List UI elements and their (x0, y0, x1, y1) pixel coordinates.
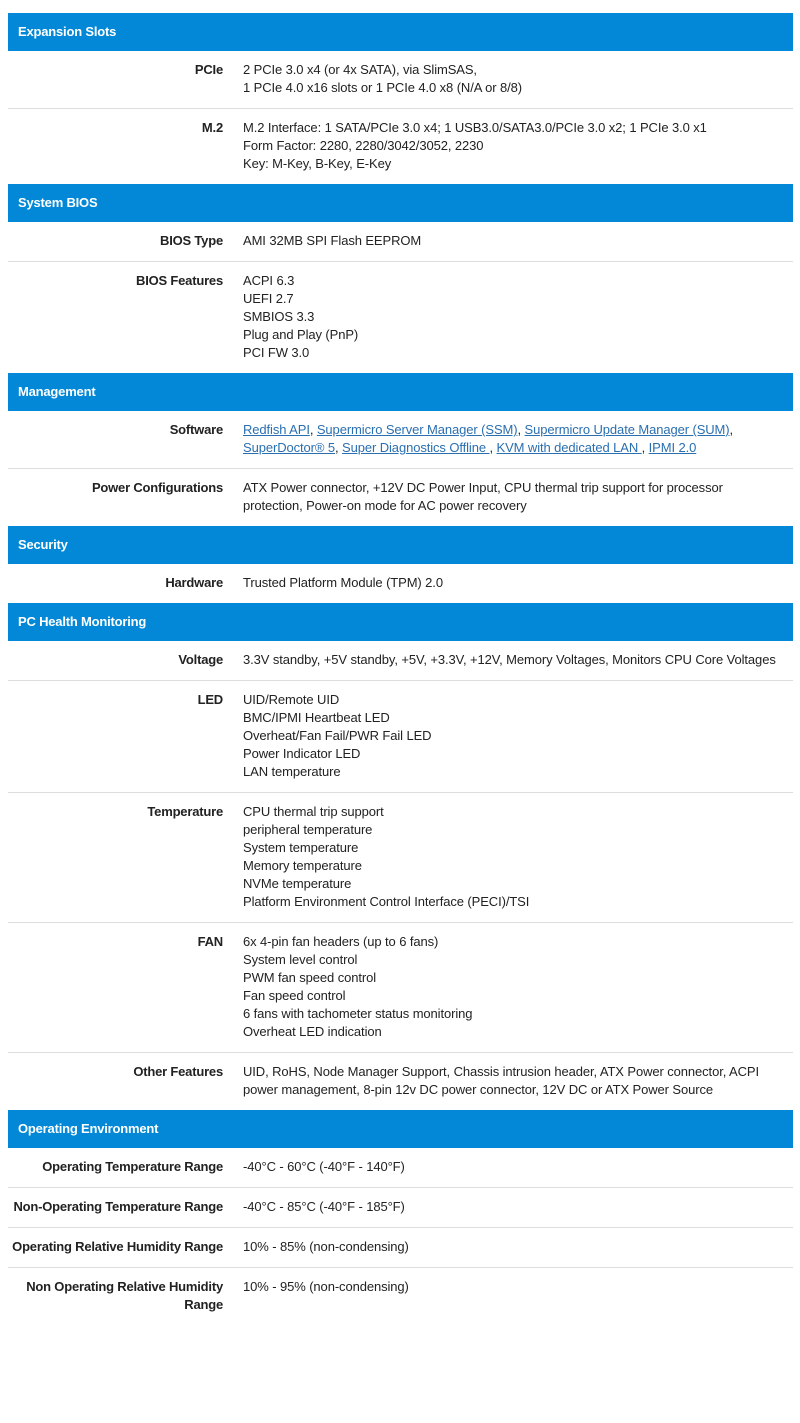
spec-value: Redfish API, Supermicro Server Manager (SSM), Supermicro Update Manager (SUM), SuperDoctor® 5, Super Diagnostics Offline , KVM with dedicated LAN , IPMI 2.0 (243, 422, 734, 455)
link-redfish-api[interactable]: Redfish API (243, 422, 310, 437)
spec-row-software (8, 411, 793, 469)
spec-row-bios-type (8, 222, 793, 262)
spec-row-m-2 (8, 109, 793, 184)
spec-value-line: -40°C - 85°C (-40°F - 185°F) (243, 1199, 405, 1214)
spec-label: BIOS Type (160, 233, 223, 248)
section-header: Operating Environment (8, 1110, 793, 1148)
spec-label: Temperature (147, 804, 223, 819)
spec-value-line: peripheral temperature (243, 822, 373, 837)
link-supermicro-server-manager-ssm[interactable]: Supermicro Server Manager (SSM) (316, 422, 518, 437)
spec-value (233, 469, 793, 526)
spec-value-line: Memory temperature (243, 858, 362, 873)
spec-row-operating-temperature-range (8, 1148, 793, 1188)
link-supermicro-update-manager-sum[interactable]: Supermicro Update Manager (SUM) (524, 422, 730, 437)
spec-value (233, 1148, 793, 1187)
section-header: Management (8, 373, 793, 411)
spec-label: Operating Temperature Range (42, 1159, 223, 1174)
spec-value-line: PCI FW 3.0 (243, 345, 310, 360)
spec-row-led (8, 681, 793, 793)
link-kvm-with-dedicated-lan[interactable]: KVM with dedicated LAN (496, 440, 642, 455)
spec-label: FAN (197, 934, 223, 949)
spec-value (233, 641, 793, 680)
spec-value-line: UEFI 2.7 (243, 291, 294, 306)
spec-value (233, 793, 793, 922)
spec-value-line: NVMe temperature (243, 876, 352, 891)
spec-value (233, 1053, 793, 1110)
spec-value-line: 2 PCIe 3.0 x4 (or 4x SATA), via SlimSAS, (243, 62, 477, 77)
section-operating-environment (8, 1110, 793, 1325)
spec-value-line: Overheat LED indication (243, 1024, 382, 1039)
spec-value (233, 262, 793, 373)
spec-value-line: 10% - 95% (non-condensing) (243, 1279, 409, 1294)
spec-value-line: Platform Environment Control Interface (PECI)/TSI (243, 894, 530, 909)
section-header: System BIOS (8, 184, 793, 222)
spec-label: PCIe (194, 62, 223, 77)
spec-row-fan (8, 923, 793, 1053)
spec-label: BIOS Features (136, 273, 223, 288)
section-security (8, 526, 793, 603)
section-header: Security (8, 526, 793, 564)
spec-value-line: Trusted Platform Module (TPM) 2.0 (243, 575, 443, 590)
spec-value-line: Fan speed control (243, 988, 346, 1003)
spec-value-line: CPU thermal trip support (243, 804, 384, 819)
spec-value (233, 681, 793, 792)
spec-row-bios-features (8, 262, 793, 373)
spec-value-line: Overheat/Fan Fail/PWR Fail LED (243, 728, 432, 743)
spec-value-line: 6x 4-pin fan headers (up to 6 fans) (243, 934, 439, 949)
spec-value-line: UID, RoHS, Node Manager Support, Chassis intrusion header, ATX Power connector, ACPI power management, 8-pin 12v DC power connector, 12V DC or ATX Power Source (243, 1064, 759, 1097)
spec-label: Software (169, 422, 223, 437)
section-header: PC Health Monitoring (8, 603, 793, 641)
spec-label: Hardware (165, 575, 223, 590)
spec-value (233, 1228, 793, 1267)
spec-value-line: Form Factor: 2280, 2280/3042/3052, 2230 (243, 138, 484, 153)
spec-value-line: UID/Remote UID (243, 692, 340, 707)
spec-value-line: AMI 32MB SPI Flash EEPROM (243, 233, 422, 248)
spec-value-line: BMC/IPMI Heartbeat LED (243, 710, 390, 725)
section-expansion-slots (8, 13, 793, 184)
spec-label: Non Operating Relative Humidity Range (26, 1279, 223, 1312)
spec-label: M.2 (201, 120, 223, 135)
spec-value-line: -40°C - 60°C (-40°F - 140°F) (243, 1159, 405, 1174)
spec-label: Power Configurations (91, 480, 223, 495)
spec-value-line: 6 fans with tachometer status monitoring (243, 1006, 473, 1021)
spec-value-line: SMBIOS 3.3 (243, 309, 315, 324)
spec-value (233, 51, 793, 108)
spec-value (233, 1268, 793, 1325)
spec-value-line: Key: M-Key, B-Key, E-Key (243, 156, 392, 171)
spec-value-line: 1 PCIe 4.0 x16 slots or 1 PCIe 4.0 x8 (N/A or 8/8) (243, 80, 522, 95)
spec-value-line: 10% - 85% (non-condensing) (243, 1239, 409, 1254)
spec-value (233, 564, 793, 603)
spec-value-line: ATX Power connector, +12V DC Power Input, CPU thermal trip support for processor protection, Power-on mode for AC power recovery (243, 480, 723, 513)
spec-row-non-operating-temperature-range (8, 1188, 793, 1228)
link-ipmi-2-0[interactable]: IPMI 2.0 (648, 440, 697, 455)
spec-row-voltage (8, 641, 793, 681)
spec-row-hardware (8, 564, 793, 603)
spec-label: LED (197, 692, 223, 707)
spec-value-line: LAN temperature (243, 764, 341, 779)
spec-value-line: PWM fan speed control (243, 970, 377, 985)
spec-value (233, 109, 793, 184)
section-header: Expansion Slots (8, 13, 793, 51)
specifications-table (8, 13, 793, 1325)
spec-label: Non-Operating Temperature Range (13, 1199, 223, 1214)
spec-label: Other Features (133, 1064, 223, 1079)
spec-value-line: Plug and Play (PnP) (243, 327, 359, 342)
spec-value-line: Power Indicator LED (243, 746, 361, 761)
spec-value-line: ACPI 6.3 (243, 273, 295, 288)
link-super-diagnostics-offline[interactable]: Super Diagnostics Offline (342, 440, 490, 455)
spec-value-line: System level control (243, 952, 358, 967)
spec-row-pcie (8, 51, 793, 109)
link-superdoctor-5[interactable]: SuperDoctor® 5 (243, 440, 335, 455)
section-management (8, 373, 793, 526)
spec-row-operating-relative-humidity-range (8, 1228, 793, 1268)
spec-label: Operating Relative Humidity Range (12, 1239, 223, 1254)
spec-label: Voltage (178, 652, 223, 667)
spec-row-power-configurations (8, 469, 793, 526)
spec-row-temperature (8, 793, 793, 923)
spec-value-line: System temperature (243, 840, 359, 855)
section-pc-health-monitoring (8, 603, 793, 1110)
spec-value (233, 923, 793, 1052)
spec-value-line: M.2 Interface: 1 SATA/PCIe 3.0 x4; 1 USB3.0/SATA3.0/PCIe 3.0 x2; 1 PCIe 3.0 x1 (243, 120, 707, 135)
spec-value (233, 1188, 793, 1227)
spec-row-non-operating-relative-humidity-range (8, 1268, 793, 1325)
spec-value (233, 222, 793, 261)
spec-row-other-features (8, 1053, 793, 1110)
section-system-bios (8, 184, 793, 373)
spec-value-line: 3.3V standby, +5V standby, +5V, +3.3V, +12V, Memory Voltages, Monitors CPU Core Voltages (243, 652, 776, 667)
